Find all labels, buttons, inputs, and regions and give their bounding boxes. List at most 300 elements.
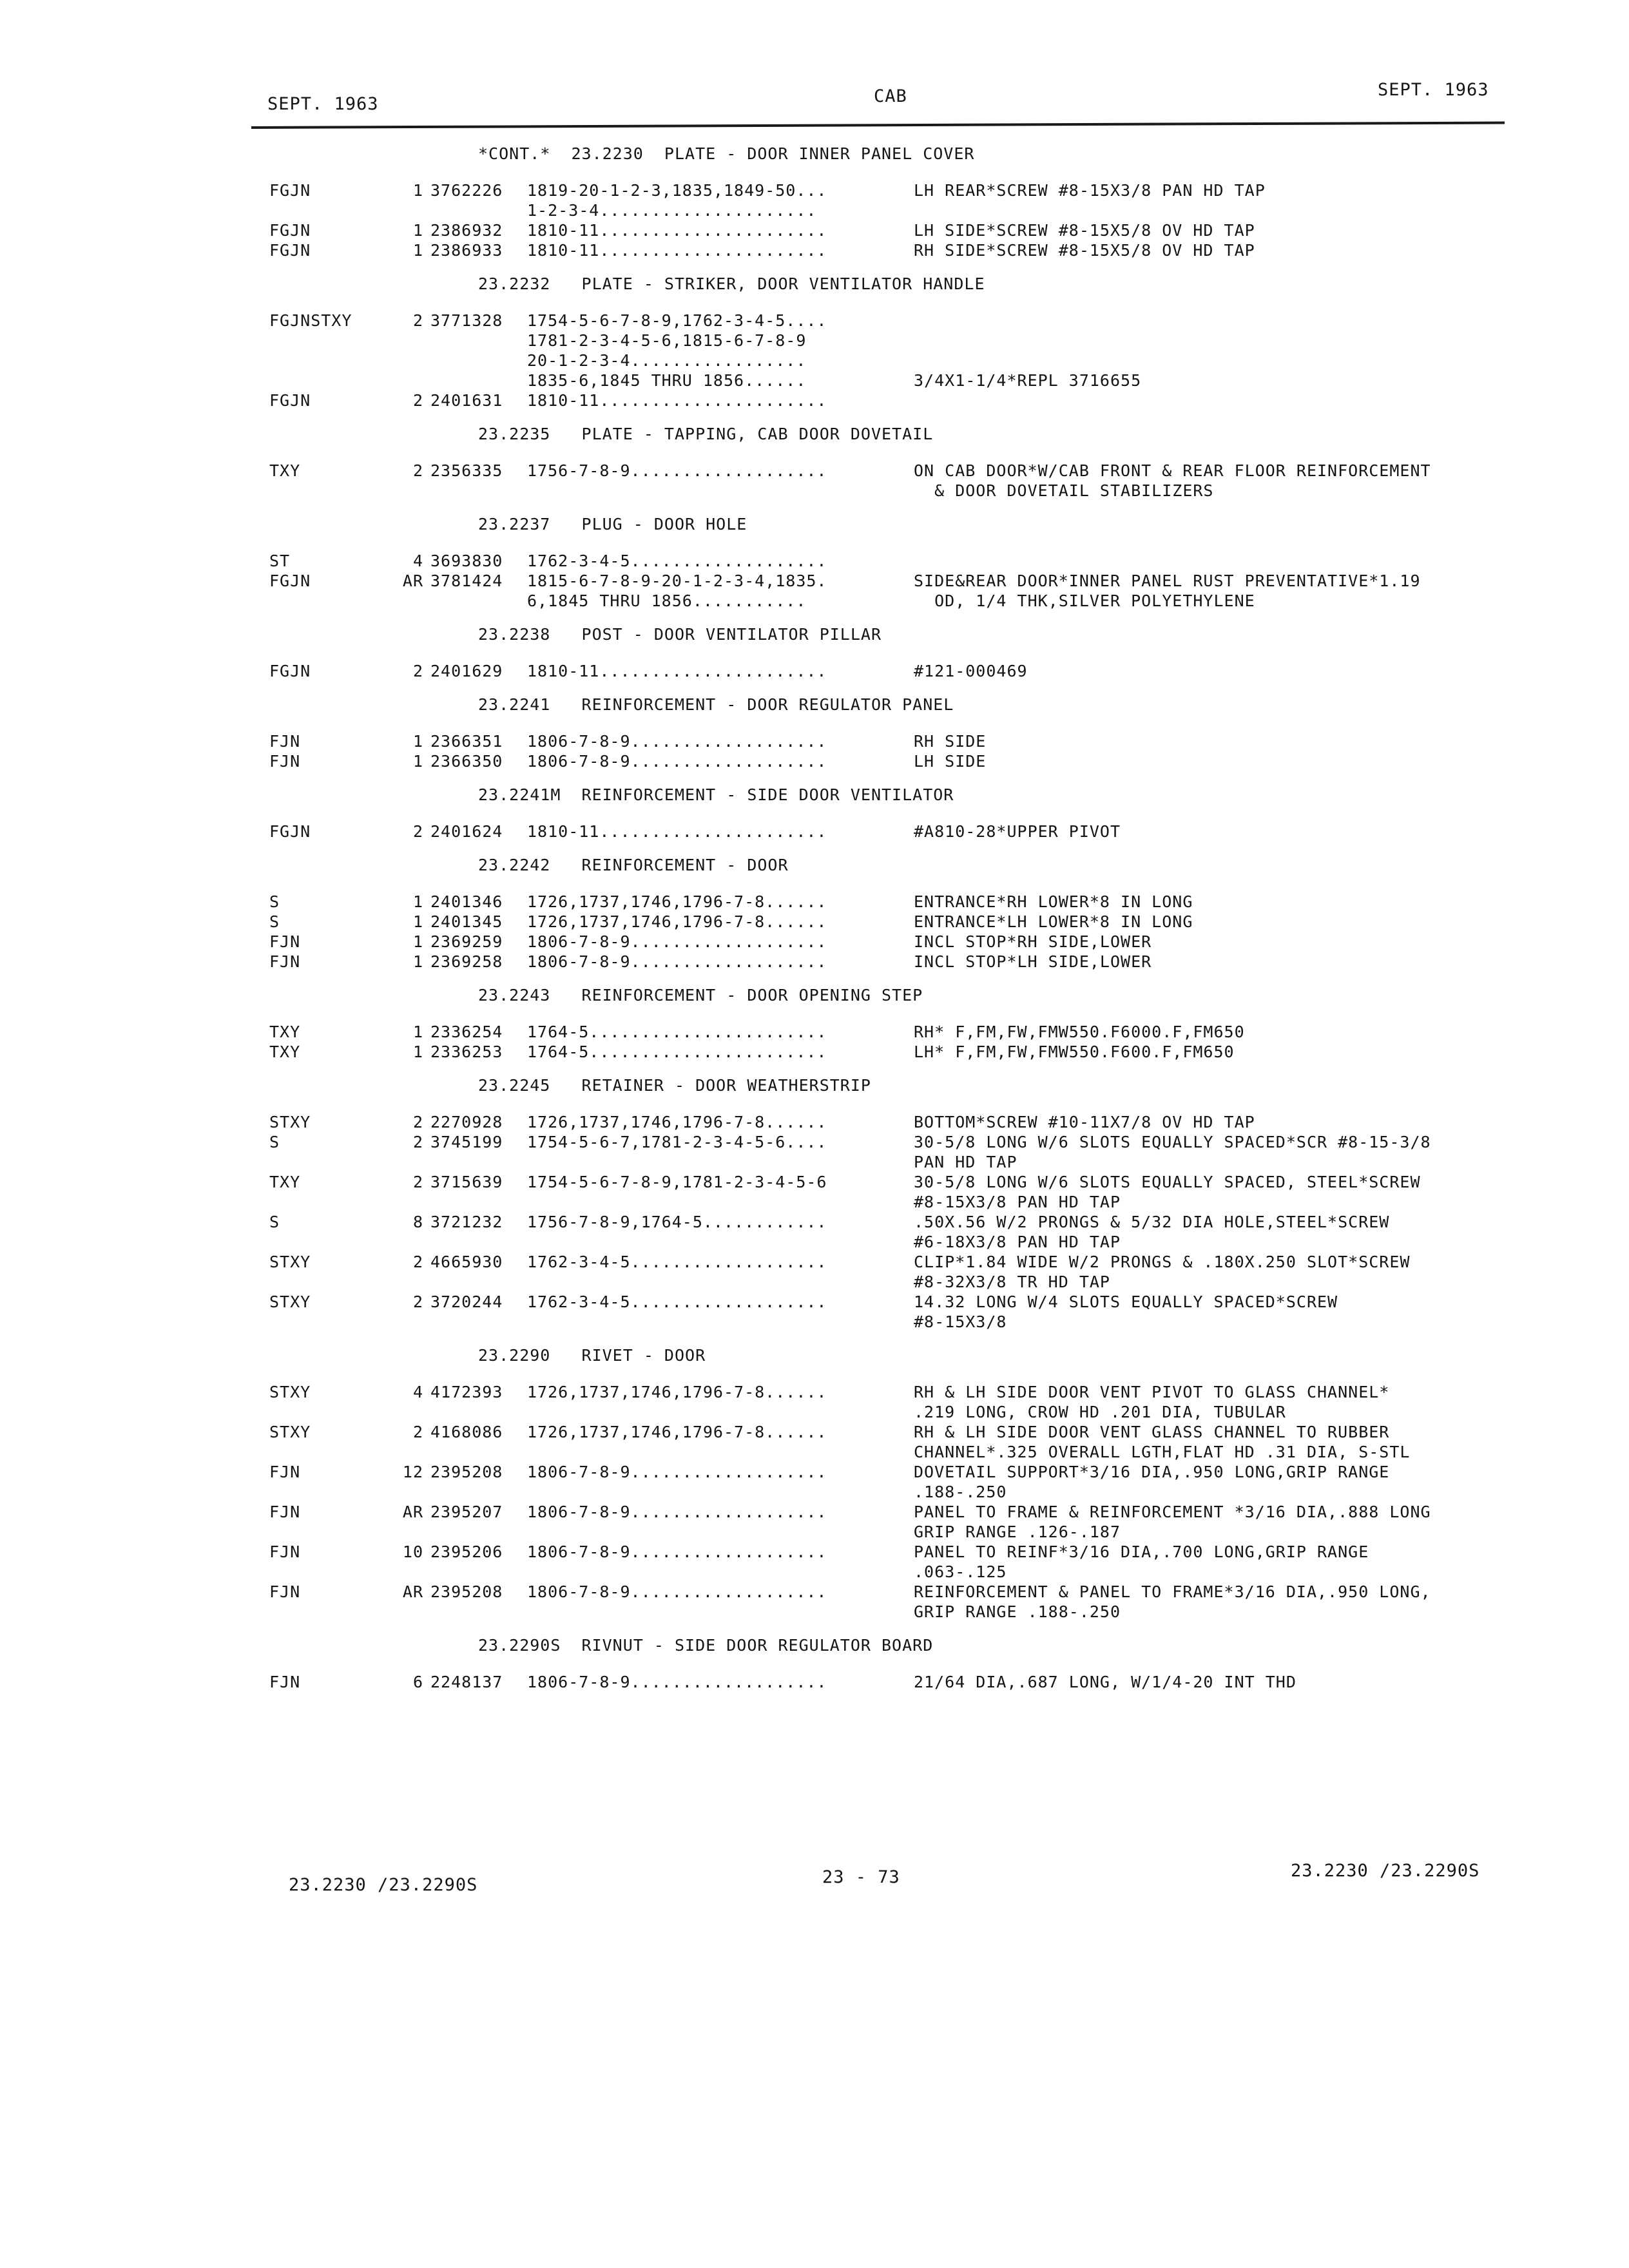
description-line: #A810-28*UPPER PIVOT	[914, 822, 1121, 841]
quantity: 6	[412, 1673, 423, 1691]
description-line: .188-.250	[914, 1483, 1007, 1501]
part-entry	[269, 390, 1507, 410]
quantity: 1	[412, 1043, 423, 1061]
section-heading: 23.2238 POST - DOOR VENTILATOR PILLAR	[478, 625, 882, 644]
description-line: #8-15X3/8	[914, 1312, 1007, 1331]
part-number: 4172393	[430, 1383, 503, 1401]
model-line: 1754-5-6-7-8-9,1781-2-3-4-5-6	[527, 1173, 827, 1191]
parts-listing	[269, 143, 1507, 1692]
part-entry	[269, 912, 1507, 932]
description-line: RH SIDE	[914, 732, 987, 751]
model-line: 1762-3-4-5...................	[527, 1253, 827, 1271]
description-line: 3/4X1-1/4*REPL 3716655	[914, 371, 1142, 390]
section-heading: 23.2245 RETAINER - DOOR WEATHERSTRIP	[478, 1076, 871, 1095]
description-line: #121-000469	[914, 662, 1028, 680]
quantity: 1	[412, 1023, 423, 1041]
model-applicability	[527, 822, 907, 841]
section-spacer	[269, 165, 1507, 180]
model-codes: FGJN	[269, 221, 311, 240]
part-entry	[269, 1172, 1507, 1212]
description-line: 14.32 LONG W/4 SLOTS EQUALLY SPACED*SCREW	[914, 1293, 1338, 1311]
description-line: .063-.125	[914, 1562, 1007, 1581]
quantity: AR	[402, 572, 423, 590]
section-heading: 23.2237 PLUG - DOOR HOLE	[478, 515, 747, 533]
model-line: 1726,1737,1746,1796-7-8......	[527, 1113, 827, 1131]
quantity: 1	[412, 181, 423, 200]
part-entry	[269, 220, 1507, 240]
part-description	[914, 1292, 1532, 1332]
model-applicability	[527, 180, 907, 220]
description-line: SIDE&REAR DOOR*INNER PANEL RUST PREVENTATIVE*1.19	[914, 572, 1421, 590]
part-description	[914, 892, 1532, 912]
part-number: 2386932	[430, 221, 503, 240]
model-line: 1815-6-7-8-9-20-1-2-3-4,1835.	[527, 572, 827, 590]
part-number: 2248137	[430, 1673, 503, 1691]
model-applicability	[527, 390, 907, 410]
description-line: CHANNEL*.325 OVERALL LGTH,FLAT HD .31 DIA, S-STL	[914, 1443, 1411, 1461]
part-number: 2401631	[430, 391, 503, 410]
section-heading: 23.2232 PLATE - STRIKER, DOOR VENTILATOR HANDLE	[478, 274, 985, 293]
part-description	[914, 822, 1532, 841]
description-line: LH SIDE	[914, 752, 987, 771]
quantity: 2	[412, 311, 423, 330]
part-number: 2401624	[430, 822, 503, 841]
part-entry	[269, 751, 1507, 771]
part-entry	[269, 1112, 1507, 1132]
section-spacer	[269, 1006, 1507, 1022]
model-codes: TXY	[269, 1043, 301, 1061]
part-description	[914, 912, 1532, 932]
part-number: 2336253	[430, 1043, 503, 1061]
model-line: 1835-6,1845 THRU 1856......	[527, 371, 807, 390]
model-line: 1806-7-8-9...................	[527, 1503, 827, 1521]
model-applicability	[527, 1462, 907, 1482]
part-description	[914, 1542, 1532, 1582]
quantity: 1	[412, 952, 423, 971]
part-entry	[269, 1382, 1507, 1422]
model-applicability	[527, 571, 907, 611]
part-number: 3781424	[430, 572, 503, 590]
section-spacer	[269, 535, 1507, 551]
part-entry	[269, 661, 1507, 681]
part-entry	[269, 1502, 1507, 1542]
model-line: 1810-11......................	[527, 662, 827, 680]
part-description	[914, 1422, 1532, 1462]
model-line: 1756-7-8-9,1764-5............	[527, 1213, 827, 1231]
header-date-left: SEPT. 1963	[267, 94, 379, 114]
part-entry	[269, 1292, 1507, 1332]
part-number: 2366350	[430, 752, 503, 771]
model-codes: FGJNSTXY	[269, 311, 352, 330]
part-description	[914, 1212, 1532, 1252]
section-spacer	[269, 295, 1507, 311]
quantity: 2	[412, 1173, 423, 1191]
quantity: 1	[412, 732, 423, 751]
part-description	[914, 1502, 1532, 1542]
part-description	[914, 1042, 1532, 1062]
description-line: #8-15X3/8 PAN HD TAP	[914, 1193, 1121, 1211]
model-line: 1764-5.......................	[527, 1023, 827, 1041]
description-line: .219 LONG, CROW HD .201 DIA, TUBULAR	[914, 1403, 1286, 1421]
section-spacer	[269, 646, 1507, 661]
model-codes: S	[269, 1213, 280, 1231]
model-applicability	[527, 731, 907, 751]
model-applicability	[527, 1212, 907, 1232]
model-line: 20-1-2-3-4.................	[527, 351, 807, 370]
part-number: 2336254	[430, 1023, 503, 1041]
part-entry	[269, 1542, 1507, 1582]
section-spacer	[269, 1367, 1507, 1382]
description-line: .50X.56 W/2 PRONGS & 5/32 DIA HOLE,STEEL*SCREW	[914, 1213, 1390, 1231]
model-applicability	[527, 751, 907, 771]
description-line	[914, 390, 1532, 410]
part-number: 4665930	[430, 1253, 503, 1271]
part-number: 3745199	[430, 1133, 503, 1151]
quantity: 1	[412, 932, 423, 951]
part-entry	[269, 551, 1507, 571]
model-line: 1764-5.......................	[527, 1043, 827, 1061]
model-line: 1762-3-4-5...................	[527, 1293, 827, 1311]
quantity: 2	[412, 1423, 423, 1441]
model-applicability	[527, 220, 907, 240]
model-line: 1726,1737,1746,1796-7-8......	[527, 892, 827, 911]
description-line: CLIP*1.84 WIDE W/2 PRONGS & .180X.250 SLOT*SCREW	[914, 1253, 1411, 1271]
quantity: AR	[402, 1503, 423, 1521]
model-codes: FJN	[269, 1542, 301, 1561]
part-description	[914, 952, 1532, 972]
model-applicability	[527, 1112, 907, 1132]
section-heading: 23.2290 RIVET - DOOR	[478, 1346, 706, 1365]
model-applicability	[527, 1672, 907, 1692]
model-line: 1806-7-8-9...................	[527, 952, 827, 971]
section-spacer	[269, 876, 1507, 892]
part-number: 2401345	[430, 912, 503, 931]
model-codes: FGJN	[269, 662, 311, 680]
part-description	[914, 571, 1532, 611]
part-description	[914, 220, 1532, 240]
part-entry	[269, 311, 1507, 390]
part-number: 2401629	[430, 662, 503, 680]
model-applicability	[527, 1542, 907, 1562]
part-number: 2386933	[430, 241, 503, 260]
model-line: 1754-5-6-7-8-9,1762-3-4-5....	[527, 311, 827, 330]
model-line: 1810-11......................	[527, 391, 827, 410]
model-applicability	[527, 1292, 907, 1312]
model-line: 1810-11......................	[527, 221, 827, 240]
model-line: 1806-7-8-9...................	[527, 1542, 827, 1561]
part-entry	[269, 1022, 1507, 1042]
part-description	[914, 551, 1532, 571]
part-entry	[269, 240, 1507, 260]
quantity: AR	[402, 1582, 423, 1601]
section-heading: 23.2290S RIVNUT - SIDE DOOR REGULATOR BOARD	[478, 1636, 934, 1655]
part-entry	[269, 822, 1507, 841]
section-heading: *CONT.* 23.2230 PLATE - DOOR INNER PANEL COVER	[478, 144, 975, 163]
part-description	[914, 1252, 1532, 1292]
quantity: 2	[412, 461, 423, 480]
model-line: 1810-11......................	[527, 822, 827, 841]
quantity: 1	[412, 221, 423, 240]
description-line: & DOOR DOVETAIL STABILIZERS	[914, 481, 1214, 500]
model-codes: STXY	[269, 1293, 311, 1311]
model-line: 1781-2-3-4-5-6,1815-6-7-8-9	[527, 331, 807, 350]
model-codes: FJN	[269, 932, 301, 951]
quantity: 2	[412, 1293, 423, 1311]
description-line: 30-5/8 LONG W/6 SLOTS EQUALLY SPACED*SCR #8-15-3/8	[914, 1133, 1431, 1151]
part-description	[914, 751, 1532, 771]
part-entry	[269, 892, 1507, 912]
part-number: 3693830	[430, 552, 503, 570]
description-line: RH & LH SIDE DOOR VENT GLASS CHANNEL TO RUBBER	[914, 1423, 1390, 1441]
model-line: 1806-7-8-9...................	[527, 752, 827, 771]
quantity: 10	[402, 1542, 423, 1561]
part-number: 3720244	[430, 1293, 503, 1311]
model-codes: ST	[269, 552, 291, 570]
quantity: 1	[412, 752, 423, 771]
part-description	[914, 1172, 1532, 1212]
model-applicability	[527, 1252, 907, 1272]
section-heading: 23.2242 REINFORCEMENT - DOOR	[478, 856, 789, 874]
model-applicability	[527, 1382, 907, 1402]
description-line: PANEL TO REINF*3/16 DIA,.700 LONG,GRIP RANGE	[914, 1542, 1369, 1561]
quantity: 2	[412, 391, 423, 410]
part-entry	[269, 1672, 1507, 1692]
description-line: PANEL TO FRAME & REINFORCEMENT *3/16 DIA,.888 LONG	[914, 1503, 1431, 1521]
model-applicability	[527, 1132, 907, 1152]
model-applicability	[527, 551, 907, 571]
model-applicability	[527, 952, 907, 972]
model-applicability	[527, 912, 907, 932]
quantity: 1	[412, 912, 423, 931]
section-heading: 23.2241 REINFORCEMENT - DOOR REGULATOR PANEL	[478, 695, 954, 714]
part-description	[914, 731, 1532, 751]
part-entry	[269, 731, 1507, 751]
section-heading: 23.2243 REINFORCEMENT - DOOR OPENING STEP	[478, 986, 923, 1004]
description-line	[914, 311, 1532, 331]
part-number: 3771328	[430, 311, 503, 330]
part-number: 2366351	[430, 732, 503, 751]
part-description	[914, 1462, 1532, 1502]
model-applicability	[527, 892, 907, 912]
quantity: 1	[412, 892, 423, 911]
part-number: 2401346	[430, 892, 503, 911]
part-entry	[269, 932, 1507, 952]
description-line: LH* F,FM,FW,FMW550.F600.F,FM650	[914, 1043, 1235, 1061]
description-line	[914, 351, 1532, 370]
model-codes: FJN	[269, 752, 301, 771]
description-line: 21/64 DIA,.687 LONG, W/1/4-20 INT THD	[914, 1673, 1296, 1691]
part-number: 2395208	[430, 1582, 503, 1601]
model-line: 1-2-3-4.....................	[527, 201, 817, 220]
description-line	[914, 551, 1532, 571]
description-line: LH SIDE*SCREW #8-15X5/8 OV HD TAP	[914, 221, 1255, 240]
model-line: 1806-7-8-9...................	[527, 932, 827, 951]
part-entry	[269, 180, 1507, 220]
footer-range-left: 23.2230 /23.2290S	[289, 1875, 478, 1895]
description-line: ENTRANCE*LH LOWER*8 IN LONG	[914, 912, 1193, 931]
model-applicability	[527, 1422, 907, 1442]
quantity: 2	[412, 1253, 423, 1271]
model-line: 1806-7-8-9...................	[527, 1673, 827, 1691]
part-entry	[269, 1582, 1507, 1622]
part-entry	[269, 1042, 1507, 1062]
description-line: INCL STOP*RH SIDE,LOWER	[914, 932, 1152, 951]
model-line: 1806-7-8-9...................	[527, 732, 827, 751]
description-line: RH* F,FM,FW,FMW550.F6000.F,FM650	[914, 1023, 1245, 1041]
model-codes: S	[269, 1133, 280, 1151]
quantity: 2	[412, 662, 423, 680]
description-line: OD, 1/4 THK,SILVER POLYETHYLENE	[914, 591, 1255, 610]
quantity: 12	[402, 1463, 423, 1481]
model-codes: FJN	[269, 1463, 301, 1481]
part-number: 2270928	[430, 1113, 503, 1131]
quantity: 4	[412, 1383, 423, 1401]
description-line	[914, 331, 1532, 351]
part-description	[914, 1672, 1532, 1692]
part-description	[914, 1382, 1532, 1422]
model-codes: FGJN	[269, 572, 311, 590]
part-entry	[269, 1252, 1507, 1292]
section-heading: 23.2241M REINFORCEMENT - SIDE DOOR VENTILATOR	[478, 785, 954, 804]
model-codes: FGJN	[269, 181, 311, 200]
model-applicability	[527, 240, 907, 260]
part-entry	[269, 1422, 1507, 1462]
part-description	[914, 311, 1532, 390]
model-line: 1756-7-8-9...................	[527, 461, 827, 480]
model-applicability	[527, 1022, 907, 1042]
part-number: 2356335	[430, 461, 503, 480]
part-description	[914, 390, 1532, 410]
model-codes: STXY	[269, 1253, 311, 1271]
part-entry	[269, 1132, 1507, 1172]
model-codes: FJN	[269, 952, 301, 971]
model-line: 6,1845 THRU 1856...........	[527, 591, 807, 610]
header-rule	[251, 122, 1505, 129]
part-entry	[269, 461, 1507, 501]
description-line: DOVETAIL SUPPORT*3/16 DIA,.950 LONG,GRIP RANGE	[914, 1463, 1390, 1481]
part-description	[914, 1132, 1532, 1172]
model-codes: FGJN	[269, 391, 311, 410]
model-codes: TXY	[269, 461, 301, 480]
section-heading: 23.2235 PLATE - TAPPING, CAB DOOR DOVETAIL	[478, 425, 934, 443]
description-line: REINFORCEMENT & PANEL TO FRAME*3/16 DIA,.950 LONG,	[914, 1582, 1431, 1601]
model-applicability	[527, 1042, 907, 1062]
model-codes: FJN	[269, 1503, 301, 1521]
quantity: 2	[412, 1133, 423, 1151]
part-number: 2395206	[430, 1542, 503, 1561]
model-applicability	[527, 461, 907, 481]
description-line: ENTRANCE*RH LOWER*8 IN LONG	[914, 892, 1193, 911]
part-number: 3721232	[430, 1213, 503, 1231]
description-line: 30-5/8 LONG W/6 SLOTS EQUALLY SPACED, STEEL*SCREW	[914, 1173, 1421, 1191]
model-codes: S	[269, 892, 280, 911]
model-line: 1726,1737,1746,1796-7-8......	[527, 1383, 827, 1401]
part-description	[914, 180, 1532, 200]
part-description	[914, 1022, 1532, 1042]
description-line: LH REAR*SCREW #8-15X3/8 PAN HD TAP	[914, 181, 1266, 200]
description-line: RH & LH SIDE DOOR VENT PIVOT TO GLASS CHANNEL*	[914, 1383, 1390, 1401]
model-applicability	[527, 1582, 907, 1602]
page-number: 23 - 73	[822, 1867, 900, 1887]
quantity: 2	[412, 822, 423, 841]
part-number: 2369259	[430, 932, 503, 951]
description-line: INCL STOP*LH SIDE,LOWER	[914, 952, 1152, 971]
part-number: 4168086	[430, 1423, 503, 1441]
part-number: 2395208	[430, 1463, 503, 1481]
section-spacer	[269, 1097, 1507, 1112]
model-codes: STXY	[269, 1113, 311, 1131]
model-codes: S	[269, 912, 280, 931]
quantity: 8	[412, 1213, 423, 1231]
part-description	[914, 661, 1532, 681]
model-codes: TXY	[269, 1173, 301, 1191]
quantity: 1	[412, 241, 423, 260]
part-number: 3715639	[430, 1173, 503, 1191]
description-line: BOTTOM*SCREW #10-11X7/8 OV HD TAP	[914, 1113, 1255, 1131]
part-entry	[269, 952, 1507, 972]
section-spacer	[269, 445, 1507, 461]
model-codes: FGJN	[269, 822, 311, 841]
model-codes: STXY	[269, 1383, 311, 1401]
model-line: 1762-3-4-5...................	[527, 552, 827, 570]
description-line: #8-32X3/8 TR HD TAP	[914, 1273, 1110, 1291]
part-description	[914, 461, 1532, 501]
part-description	[914, 932, 1532, 952]
model-codes: STXY	[269, 1423, 311, 1441]
model-line: 1806-7-8-9...................	[527, 1463, 827, 1481]
model-line: 1754-5-6-7,1781-2-3-4-5-6....	[527, 1133, 827, 1151]
model-codes: FGJN	[269, 241, 311, 260]
part-entry	[269, 1212, 1507, 1252]
model-codes: FJN	[269, 1673, 301, 1691]
quantity: 4	[412, 552, 423, 570]
description-line: GRIP RANGE .126-.187	[914, 1523, 1121, 1541]
model-applicability	[527, 661, 907, 681]
section-spacer	[269, 806, 1507, 822]
section-spacer	[269, 716, 1507, 731]
model-codes: FJN	[269, 1582, 301, 1601]
part-number: 2369258	[430, 952, 503, 971]
model-line: 1726,1737,1746,1796-7-8......	[527, 1423, 827, 1441]
part-entry	[269, 571, 1507, 611]
model-codes: TXY	[269, 1023, 301, 1041]
part-entry	[269, 1462, 1507, 1502]
model-applicability	[527, 1172, 907, 1192]
description-line: #6-18X3/8 PAN HD TAP	[914, 1233, 1121, 1251]
model-applicability	[527, 311, 907, 390]
description-line: GRIP RANGE .188-.250	[914, 1602, 1121, 1621]
part-description	[914, 1582, 1532, 1622]
part-description	[914, 240, 1532, 260]
header-date-right: SEPT. 1963	[1378, 80, 1489, 100]
model-applicability	[527, 1502, 907, 1522]
model-line: 1806-7-8-9...................	[527, 1582, 827, 1601]
part-number: 3762226	[430, 181, 503, 200]
header-section-title: CAB	[874, 86, 907, 106]
quantity: 2	[412, 1113, 423, 1131]
description-line: PAN HD TAP	[914, 1153, 1017, 1171]
section-spacer	[269, 1657, 1507, 1672]
model-line: 1810-11......................	[527, 241, 827, 260]
model-line: 1819-20-1-2-3,1835,1849-50...	[527, 181, 827, 200]
model-applicability	[527, 932, 907, 952]
description-line: ON CAB DOOR*W/CAB FRONT & REAR FLOOR REINFORCEMENT	[914, 461, 1431, 480]
model-line: 1726,1737,1746,1796-7-8......	[527, 912, 827, 931]
part-number: 2395207	[430, 1503, 503, 1521]
part-description	[914, 1112, 1532, 1132]
model-codes: FJN	[269, 732, 301, 751]
footer-range-right: 23.2230 /23.2290S	[1291, 1861, 1480, 1881]
